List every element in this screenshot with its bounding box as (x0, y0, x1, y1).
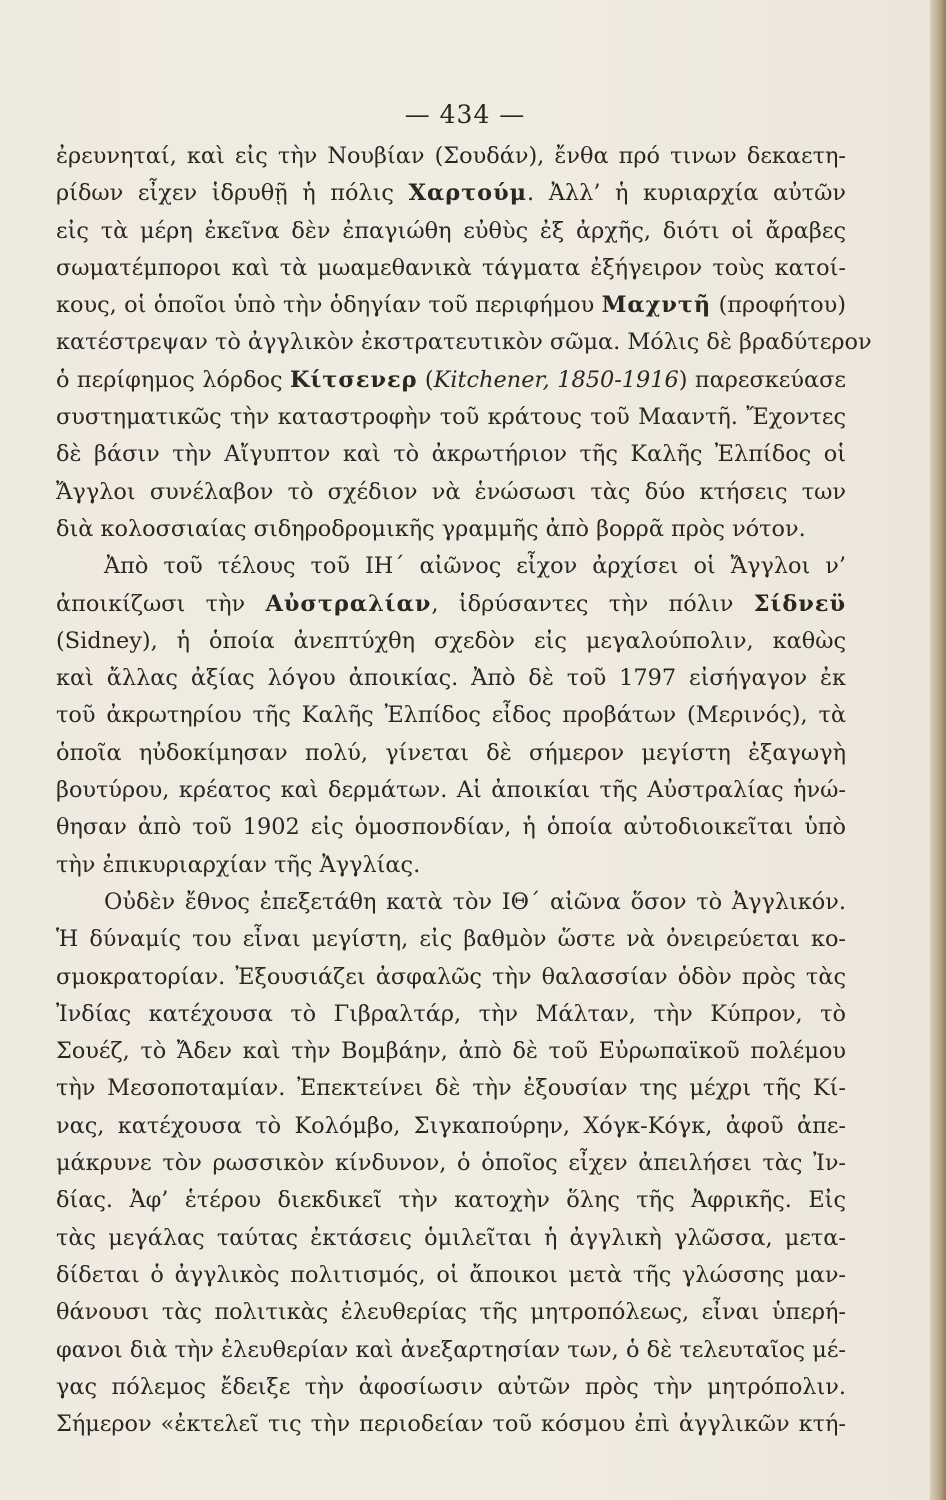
emphasized-name: Μαχντῆ (601, 292, 712, 319)
text-run: γας πόλεμος ἔδειξε τὴν ἀφοσίωσιν αὐτῶν πρὸς τὴν μητρόπολιν. (56, 1373, 846, 1400)
text-run: (Sidney), ἡ ὁποία ἀνεπτύχθη σχεδὸν εἰς μεγαλούπολιν, καθὼς (56, 627, 846, 654)
page-number: — 434 — (404, 100, 526, 129)
emphasized-name: Κίτσενερ (289, 366, 418, 393)
text-line (56, 697, 846, 734)
text-run: σωματέμποροι καὶ τὰ μωαμεθανικὰ τάγματα ἐξήγειρον τοὺς κατοί- (56, 254, 846, 281)
text-run: Ἰνδίας κατέχουσα τὸ Γιβραλτάρ, τὴν Μάλταν, τὴν Κύπρον, τὸ (56, 1000, 846, 1027)
text-run: δίας. Ἀφ’ ἑτέρου διεκδικεῖ τὴν κατοχὴν ὅλης τῆς Ἀφρικῆς. Εἰς (56, 1187, 846, 1214)
text-run: ) παρεσκεύασε (678, 366, 846, 393)
text-line (56, 1145, 846, 1182)
text-line (56, 1294, 846, 1331)
text-run: Οὐδὲν ἔθνος ἐπεξετάθη κατὰ τὸν ΙΘ΄ αἰῶνα ὅσον τὸ Ἀγγλικόν. (104, 888, 846, 915)
text-line (56, 1369, 846, 1406)
text-line (56, 324, 872, 361)
text-run: δίδεται ὁ ἀγγλικὸς πολιτισμός, οἱ ἄποικοι μετὰ τῆς γλώσσης μαν- (56, 1261, 846, 1288)
text-line (56, 884, 846, 921)
text-line (56, 996, 846, 1033)
text-line (56, 250, 846, 287)
text-line (56, 921, 846, 958)
text-run: ὁποῖα ηὐδοκίμησαν πολύ, γίνεται δὲ σήμερον μεγίστη ἐξαγωγὴ (56, 739, 846, 766)
text-run: κατέστρεψαν τὸ ἀγγλικὸν ἐκστρατευτικὸν σῶμα. Μόλις δὲ βραδύτερον (56, 329, 872, 356)
text-line (56, 362, 846, 399)
text-run: Ἀπὸ τοῦ τέλους τοῦ ΙΗ΄ αἰῶνος εἶχον ἀρχίσει οἱ Ἄγγλοι ν’ (104, 553, 846, 580)
text-run: . Ἀλλ’ ἡ κυριαρχία αὐτῶν (527, 180, 846, 207)
text-line (56, 1182, 846, 1219)
text-line (56, 436, 846, 473)
text-run: τὴν ἐπικυριαρχίαν τῆς Ἀγγλίας. (56, 851, 421, 878)
text-line (56, 735, 846, 772)
text-run: τὴν Μεσοποταμίαν. Ἐπεκτείνει δὲ τὴν ἐξουσίαν της μέχρι τῆς Κί- (56, 1075, 846, 1102)
text-line (56, 623, 846, 660)
text-line (56, 809, 846, 846)
text-line (56, 213, 846, 250)
text-line (56, 548, 846, 585)
emphasized-name: Χαρτούμ (408, 180, 528, 207)
text-run: θησαν ἀπὸ τοῦ 1902 εἰς ὁμοσπονδίαν, ἡ ὁποία αὐτοδιοικεῖται ὑπὸ (56, 814, 846, 841)
emphasized-name: Αὐστραλίαν (265, 590, 432, 617)
text-run: ὁ περίφημος λόρδος (56, 366, 290, 393)
text-run: ἀποικίζωσι τὴν (56, 590, 266, 617)
text-run: τοῦ ἀκρωτηρίου τῆς Καλῆς Ἐλπίδος εἶδος προβάτων (Μερινός), τὰ (56, 702, 846, 729)
text-run: (προφήτου) (711, 292, 846, 319)
text-run: διὰ κολοσσιαίας σιδηροδρομικῆς γραμμῆς ἀπὸ βορρᾶ πρὸς νότον. (56, 515, 806, 542)
text-line (56, 474, 846, 511)
text-run: Ἄγγλοι συνέλαβον τὸ σχέδιον νὰ ἑνώσωσι τὰς δύο κτήσεις των (56, 478, 846, 505)
text-run: Σήμερον «ἐκτελεῖ τις τὴν περιοδείαν τοῦ κόσμου ἐπὶ ἀγγλικῶν κτή- (56, 1411, 846, 1438)
text-run: ρίδων εἶχεν ἱδρυθῇ ἡ πόλις (56, 180, 409, 207)
text-line (56, 1257, 846, 1294)
text-line (56, 660, 846, 697)
text-run: κους, οἱ ὁποῖοι ὑπὸ τὴν ὁδηγίαν τοῦ περιφήμου (56, 292, 602, 319)
text-line (56, 586, 846, 623)
emphasized-name: Σίδνεϋ (753, 590, 846, 617)
text-line (56, 511, 846, 548)
text-run: βουτύρου, κρέατος καὶ δερμάτων. Αἱ ἀποικίαι τῆς Αὐστραλίας ἡνώ- (56, 777, 846, 804)
text-run: , ἱδρύσαντες τὴν πόλιν (431, 590, 754, 617)
text-line (56, 1220, 846, 1257)
text-run: ( (417, 366, 434, 393)
text-run: φανοι διὰ τὴν ἐλευθερίαν καὶ ἀνεξαρτησίαν των, ὁ δὲ τελευταῖος μέ- (56, 1336, 846, 1363)
text-run: ἐρευνηταί, καὶ εἰς τὴν Νουβίαν (Σουδάν), ἔνθα πρό τινων δεκαετη- (56, 143, 846, 169)
text-run: τὰς μεγάλας ταύτας ἐκτάσεις ὁμιλεῖται ἡ ἀγγλικὴ γλῶσσα, μετα- (56, 1224, 846, 1251)
text-run: μάκρυνε τὸν ρωσσικὸν κίνδυνον, ὁ ὁποῖος εἶχεν ἀπειλήσει τὰς Ἰν- (56, 1150, 846, 1177)
text-run: δὲ βάσιν τὴν Αἴγυπτον καὶ τὸ ἀκρωτήριον τῆς Καλῆς Ἐλπίδος οἱ (56, 441, 846, 468)
text-run: συστηματικῶς τὴν καταστροφὴν τοῦ κράτους τοῦ Μααντῆ. Ἔχοντες (56, 404, 846, 431)
text-run: νας, κατέχουσα τὸ Κολόμβο, Σιγκαπούρην, Χόγκ-Κόγκ, ἀφοῦ ἀπε- (56, 1112, 846, 1139)
text-line (56, 1070, 846, 1107)
text-run: θάνουσι τὰς πολιτικὰς ἐλευθερίας τῆς μητροπόλεως, εἶναι ὑπερή- (56, 1299, 846, 1326)
text-line (56, 1406, 846, 1443)
body-text (56, 138, 872, 1443)
text-line (56, 1033, 846, 1070)
text-run: Ἡ δύναμίς του εἶναι μεγίστη, εἰς βαθμὸν ὥστε νὰ ὀνειρεύεται κο- (56, 926, 846, 953)
text-run: σμοκρατορίαν. Ἐξουσιάζει ἀσφαλῶς τὴν θαλασσίαν ὁδὸν πρὸς τὰς (56, 963, 846, 990)
text-line (56, 847, 846, 884)
italic-run: Kitchener, 1850-1916 (433, 366, 679, 393)
text-line (56, 772, 846, 809)
text-line (56, 959, 846, 996)
text-run: καὶ ἄλλας ἀξίας λόγου ἀποικίας. Ἀπὸ δὲ τοῦ 1797 εἰσήγαγον ἐκ (56, 665, 846, 692)
text-line (56, 175, 846, 212)
page-edge (930, 0, 946, 1500)
text-line (56, 138, 846, 175)
text-line (56, 399, 846, 436)
text-line (56, 1332, 846, 1369)
text-line (56, 287, 846, 324)
text-run: εἰς τὰ μέρη ἐκεῖνα δὲν ἐπαγιώθη εὐθὺς ἐξ ἀρχῆς, διότι οἱ ἄραβες (56, 217, 846, 244)
text-line (56, 1108, 846, 1145)
text-run: Σουέζ, τὸ Ἄδεν καὶ τὴν Βομβάην, ἀπὸ δὲ τοῦ Εὐρωπαϊκοῦ πολέμου (56, 1038, 846, 1065)
